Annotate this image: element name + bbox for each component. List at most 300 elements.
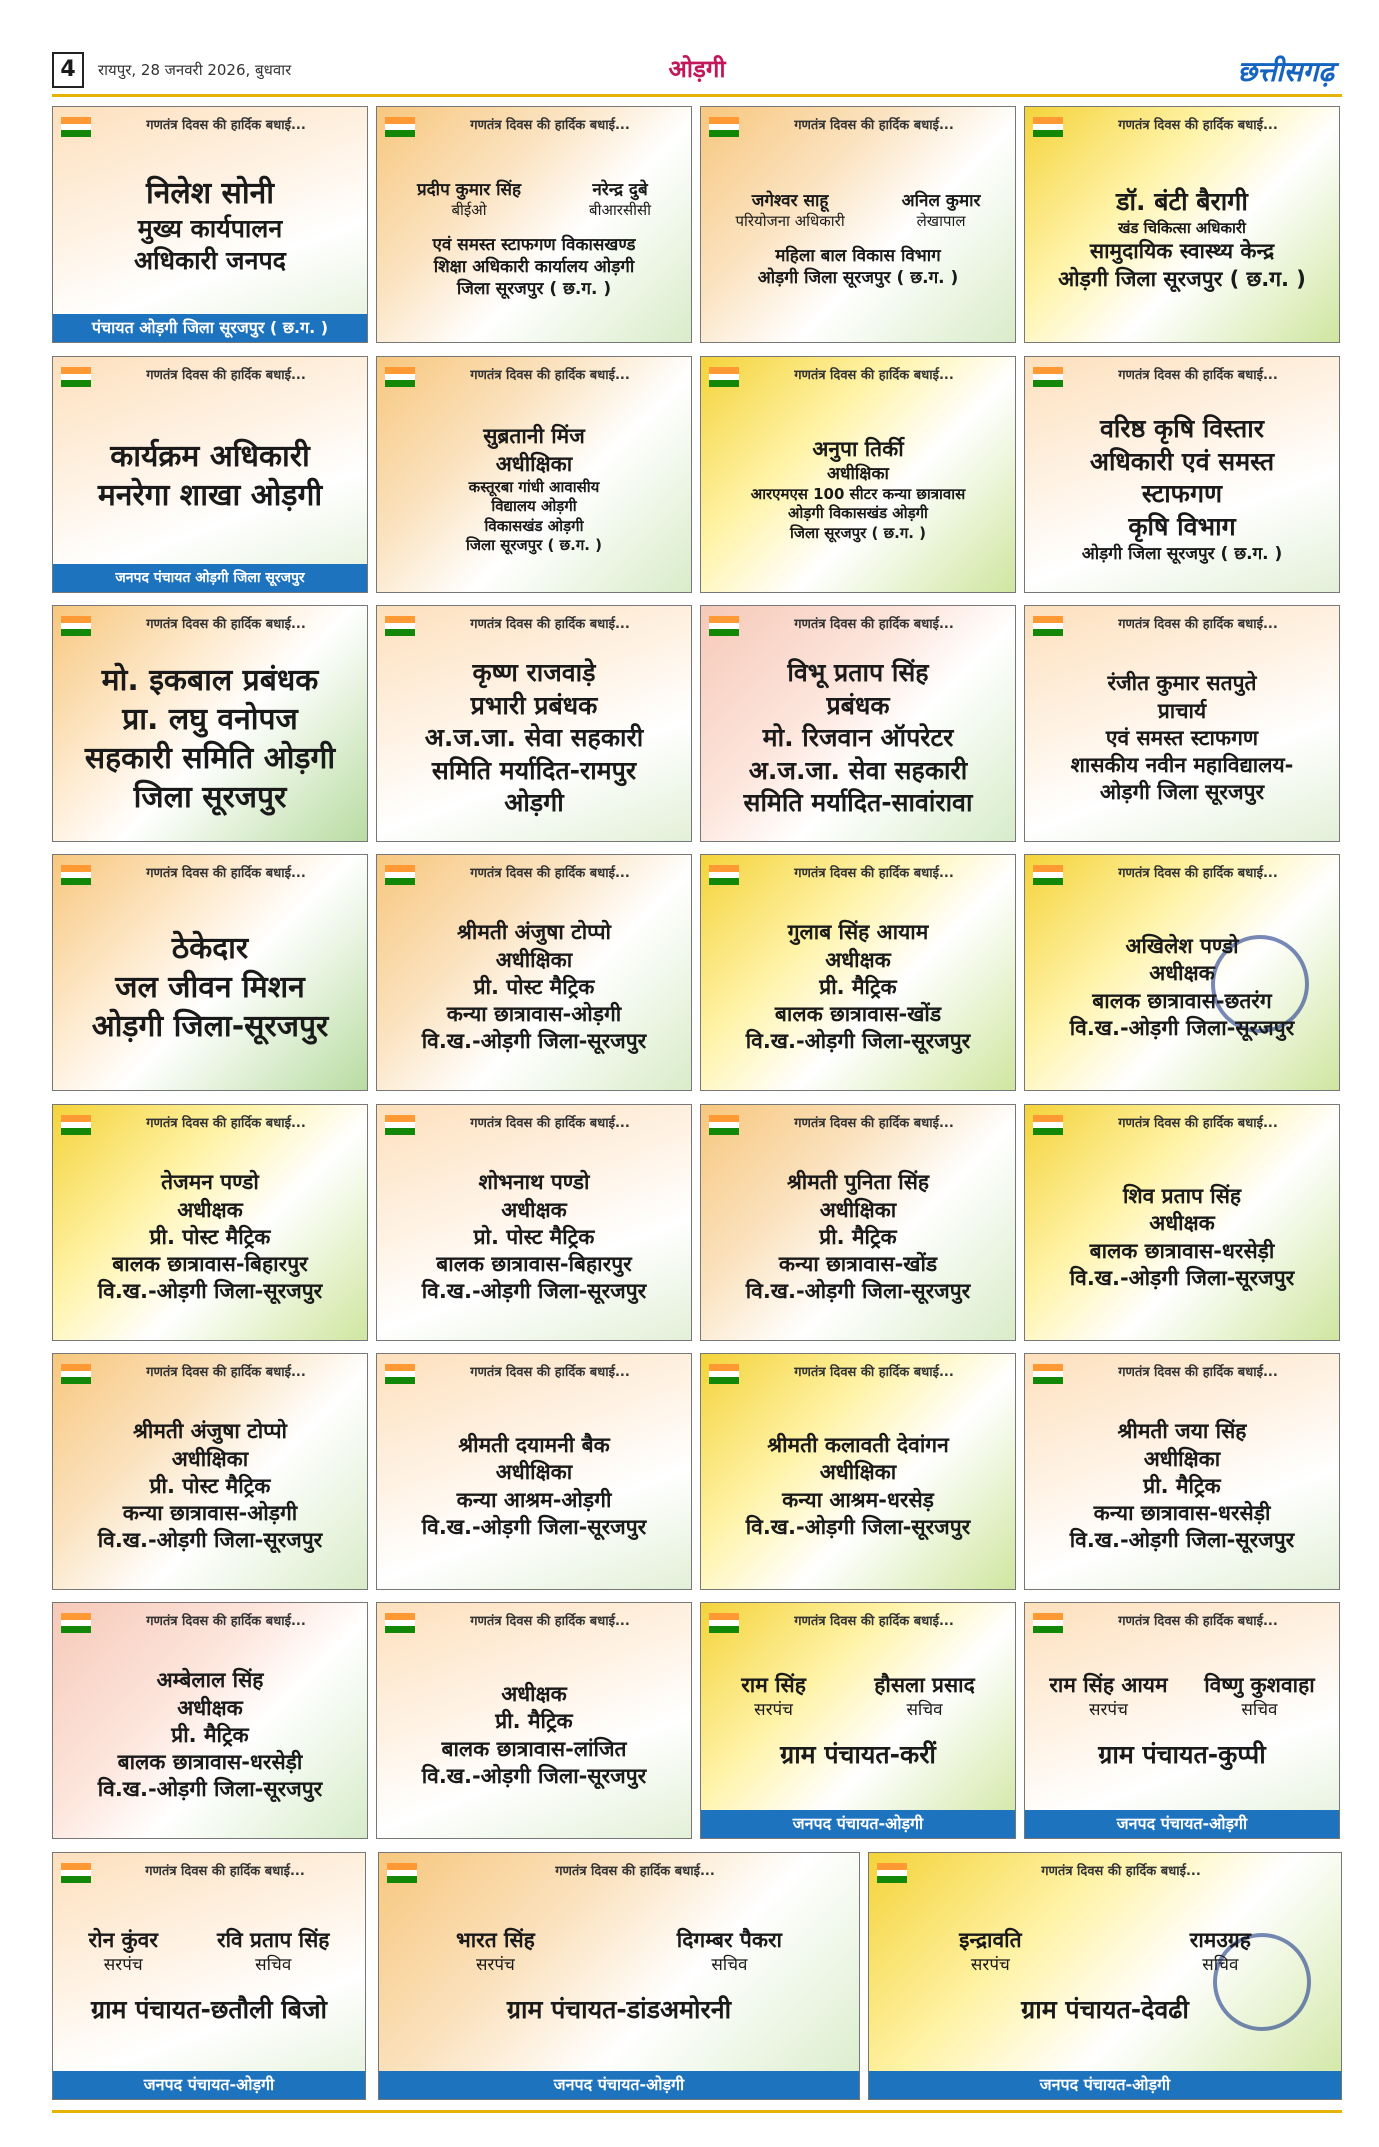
ad-line: कन्या छात्रावास-ओड़गी [122, 1501, 298, 1526]
ad-line: अधीक्षक [1149, 1211, 1215, 1236]
ad-line: अधीक्षक [177, 1197, 243, 1222]
signatory-title: सरपंच [754, 1699, 793, 1720]
india-flag-icon [61, 1863, 91, 1883]
ad-body [59, 143, 361, 308]
signatory-title: सचिव [255, 1955, 292, 1976]
greeting-ad [52, 854, 368, 1091]
ad-line: ओड़गी जिला-सूरजपुर [91, 1009, 329, 1044]
ad-body [1031, 143, 1333, 336]
ad-signatories [875, 1927, 1335, 1976]
india-flag-icon [1033, 117, 1063, 137]
ad-line: वि.ख.-ओड़गी जिला-सूरजपुर [745, 1279, 971, 1304]
ad-signatories [1031, 1672, 1333, 1721]
ad-line: एवं समस्त स्टाफगण [1105, 725, 1259, 750]
ad-line: प्रभारी प्रबंधक [470, 690, 598, 720]
ad-line: ग्राम पंचायत-करीं [780, 1739, 936, 1769]
greeting-ad [1024, 1353, 1340, 1590]
ad-body [707, 1141, 1009, 1334]
ad-body [59, 642, 361, 835]
ad-line: प्री. पोस्ट मैट्रिक [473, 974, 595, 999]
ad-line: अधीक्षिका [1143, 1446, 1221, 1471]
signatory [959, 1927, 1021, 1976]
ad-line: ठेकेदार [171, 931, 249, 966]
ad-line: कार्यक्रम अधिकारी [110, 438, 310, 474]
ad-line: प्री. मैट्रिक [171, 1722, 249, 1747]
ad-line: अधीक्षिका [495, 451, 573, 476]
ad-signatories [383, 179, 685, 221]
ad-line: डॉ. बंटी बैरागी [1116, 187, 1248, 217]
ad-line: कन्या आश्रम-धरसेड़ [782, 1487, 934, 1512]
ad-body [383, 1141, 685, 1334]
ad-line: एवं समस्त स्टाफगण विकासखण्ड [432, 235, 636, 256]
ad-line: श्रीमती कलावती देवांगन [767, 1432, 949, 1457]
ad-line: कन्या छात्रावास-ओड़गी [446, 1002, 622, 1027]
signatory-title: परियोजना अधिकारी [735, 211, 845, 230]
ad-body [707, 143, 1009, 336]
ad-line: ओड़गी जिला सूरजपुर ( छ.ग. ) [757, 268, 959, 289]
ad-line: ओड़गी जिला सूरजपुर ( छ.ग. ) [1058, 266, 1306, 291]
signatory-title: सरपंच [1088, 1699, 1128, 1720]
ad-body [1031, 642, 1333, 835]
header-rule [52, 94, 1342, 97]
ad-line: कस्तूरबा गांधी आवासीय [468, 477, 600, 496]
ad-body [1031, 1141, 1333, 1334]
ad-line: प्री. मैट्रिक [819, 1224, 897, 1249]
india-flag-icon [709, 367, 739, 387]
ad-line: बालक छात्रावास-धरसेड़ी [1089, 1238, 1275, 1263]
signatory-title: सचिव [1202, 1955, 1239, 1976]
ad-line: अ.ज.जा. सेवा सहकारी [424, 723, 644, 753]
ad-body [59, 1889, 359, 2065]
ad-line: रंजीत कुमार सतपुते [1107, 671, 1257, 696]
india-flag-icon [61, 1115, 91, 1135]
ad-body [383, 642, 685, 835]
ad-greeting: गणतंत्र दिवस की हार्दिक बधाई... [555, 1864, 715, 1879]
ad-line: विभू प्रताप सिंह [787, 658, 929, 688]
signatory [589, 179, 651, 221]
ad-line: ओड़गी विकासखंड ओड़गी [788, 504, 928, 523]
ad-line: मो. इकबाल प्रबंधक [101, 662, 319, 698]
section-title: ओड़गी [668, 55, 726, 83]
india-flag-icon [385, 367, 415, 387]
signatory-title: सचिव [906, 1699, 943, 1720]
ad-line: अधीक्षक [825, 947, 891, 972]
ad-line: समिति मर्यादित-रामपुर [431, 755, 637, 785]
ad-line: तेजमन पण्डो [161, 1170, 259, 1195]
ad-line: जिला सूरजपुर ( छ.ग. ) [789, 523, 927, 542]
ad-footer-strip: जनपद पंचायत-ओड़गी [869, 2071, 1341, 2099]
ad-footer-strip: जनपद पंचायत-ओड़गी [1025, 1810, 1339, 1838]
ad-line: कृष्ण राजवाड़े [472, 658, 596, 688]
newspaper-brand: छत्तीसगढ़ [1237, 55, 1334, 88]
greeting-ad [52, 1353, 368, 1590]
ad-footer-strip: जनपद पंचायत-ओड़गी [701, 1810, 1015, 1838]
signatory [677, 1927, 782, 1976]
india-flag-icon [61, 1613, 91, 1633]
greeting-ad [52, 106, 368, 343]
signatory [741, 1672, 806, 1721]
greeting-ad [52, 1104, 368, 1341]
greeting-ad [376, 1602, 692, 1839]
india-flag-icon [709, 1115, 739, 1135]
ad-footer-strip: जनपद पंचायत-ओड़गी [53, 2071, 365, 2099]
ad-body [383, 891, 685, 1084]
signatory [89, 1927, 158, 1976]
signatory [902, 190, 981, 232]
greeting-ad [700, 1353, 1016, 1590]
ad-greeting: गणतंत्र दिवस की हार्दिक बधाई... [146, 368, 306, 383]
ad-line: वि.ख.-ओड़गी जिला-सूरजपुर [421, 1514, 647, 1539]
ad-body [707, 1639, 1009, 1804]
ad-line: ग्राम पंचायत-डांडअमोरनी [506, 1995, 732, 2025]
india-flag-icon [1033, 616, 1063, 636]
ad-line: वि.ख.-ओड़गी जिला-सूरजपुर [421, 1279, 647, 1304]
india-flag-icon [61, 1364, 91, 1384]
ad-line: अधीक्षिका [495, 1460, 573, 1485]
ad-greeting: गणतंत्र दिवस की हार्दिक बधाई... [1118, 118, 1278, 133]
india-flag-icon [1033, 1364, 1063, 1384]
ad-signatories [707, 1672, 1009, 1721]
ad-line: ग्राम पंचायत-देवढी [1021, 1995, 1189, 2025]
ad-line: निलेश सोनी [145, 175, 275, 211]
ad-line: वि.ख.-ओड़गी जिला-सूरजपुर [1069, 1015, 1295, 1040]
ad-body [383, 393, 685, 586]
greeting-ad [1024, 1104, 1340, 1341]
ad-greeting: गणतंत्र दिवस की हार्दिक बधाई... [146, 118, 306, 133]
greeting-ad [1024, 106, 1340, 343]
ad-line: मो. रिजवान ऑपरेटर [762, 723, 954, 753]
ad-greeting: गणतंत्र दिवस की हार्दिक बधाई... [1118, 1365, 1278, 1380]
greeting-ad [700, 1104, 1016, 1341]
ad-greeting: गणतंत्र दिवस की हार्दिक बधाई... [146, 1365, 306, 1380]
ad-line: सुब्रतानी मिंज [483, 424, 585, 449]
greeting-ad [376, 1104, 692, 1341]
ad-line: अधीक्षक [1149, 961, 1215, 986]
signatory-name: दिगम्बर पैकरा [676, 1928, 782, 1953]
ad-greeting: गणतंत्र दिवस की हार्दिक बधाई... [1118, 617, 1278, 632]
greeting-ad [52, 1852, 366, 2100]
ad-line: कन्या छात्रावास-धरसेड़ी [1093, 1501, 1271, 1526]
ad-line: बालक छात्रावास-बिहारपुर [112, 1252, 308, 1277]
signatory-name: जगेश्वर साहू [751, 190, 829, 211]
ad-line: खंड चिकित्सा अधिकारी [1118, 218, 1246, 237]
signatory-name: राम सिंह आयम [1049, 1672, 1168, 1697]
ad-line: समिति मर्यादित-सावांरावा [743, 788, 973, 818]
ad-footer-strip: जनपद पंचायत-ओड़गी [379, 2071, 859, 2099]
ad-line: सहकारी समिति ओड़गी [84, 740, 336, 776]
ad-body [875, 1889, 1335, 2065]
india-flag-icon [385, 1613, 415, 1633]
signatory-name: विष्णु कुशवाहा [1204, 1672, 1315, 1697]
ad-body [59, 1390, 361, 1583]
signatory [735, 190, 844, 232]
ad-greeting: गणतंत्र दिवस की हार्दिक बधाई... [794, 1116, 954, 1131]
ad-line: वरिष्ठ कृषि विस्तार [1100, 414, 1264, 444]
india-flag-icon [1033, 865, 1063, 885]
ad-body [383, 1390, 685, 1583]
greeting-ad [1024, 605, 1340, 842]
india-flag-icon [1033, 367, 1063, 387]
signatory-title: बीईओ [451, 200, 487, 219]
ad-line: प्रो. पोस्ट मैट्रिक [473, 1224, 595, 1249]
ad-line: अधीक्षिका [495, 947, 573, 972]
greeting-ad [868, 1852, 1342, 2100]
ad-greeting: गणतंत्र दिवस की हार्दिक बधाई... [470, 1614, 630, 1629]
india-flag-icon [877, 1863, 907, 1883]
ad-line: कृषि विभाग [1128, 511, 1236, 541]
ad-line: विद्यालय ओड़गी [491, 497, 577, 516]
signatory [417, 179, 521, 221]
ad-signatories [385, 1927, 853, 1976]
signatory-title: बीआरसीसी [589, 200, 651, 219]
ad-body [59, 1639, 361, 1832]
ad-line: अधिकारी जनपद [134, 246, 286, 275]
ad-line: श्रीमती जया सिंह [1117, 1419, 1247, 1444]
ad-greeting: गणतंत्र दिवस की हार्दिक बधाई... [470, 1116, 630, 1131]
india-flag-icon [709, 1364, 739, 1384]
ad-line: सामुदायिक स्वास्थ्य केन्द्र [1089, 239, 1275, 264]
ad-greeting: गणतंत्र दिवस की हार्दिक बधाई... [470, 118, 630, 133]
ad-line: आरएमएस 100 सीटर कन्या छात्रावास [750, 484, 966, 503]
page-number: 4 [52, 52, 84, 88]
ad-line: अधीक्षिका [819, 1197, 897, 1222]
india-flag-icon [385, 616, 415, 636]
ad-body [383, 1639, 685, 1832]
signatory-name: रोन कुंवर [88, 1928, 158, 1953]
india-flag-icon [385, 1115, 415, 1135]
signatory-title: लेखापाल [916, 211, 966, 230]
ad-line: प्री. पोस्ट मैट्रिक [149, 1473, 271, 1498]
signatory-title: सरपंच [103, 1955, 143, 1976]
signatory [1190, 1927, 1251, 1976]
ad-line: अधीक्षक [501, 1681, 567, 1706]
ad-line: अम्बेलाल सिंह [156, 1668, 264, 1693]
ad-line: वि.ख.-ओड़गी जिला-सूरजपुर [97, 1777, 323, 1802]
ad-line: शिव प्रताप सिंह [1122, 1183, 1242, 1208]
ad-line: प्री. पोस्ट मैट्रिक [149, 1224, 271, 1249]
ad-line: बालक छात्रावास-बिहारपुर [436, 1252, 632, 1277]
ad-line: ओड़गी जिला सूरजपुर [1099, 780, 1265, 805]
india-flag-icon [61, 865, 91, 885]
ad-greeting: गणतंत्र दिवस की हार्दिक बधाई... [470, 1365, 630, 1380]
india-flag-icon [61, 367, 91, 387]
ad-line: अधिकारी एवं समस्त [1089, 446, 1275, 476]
signatory-name: इन्द्रावति [959, 1928, 1022, 1953]
signatory [874, 1672, 975, 1721]
ad-line: अधीक्षक [177, 1695, 243, 1720]
ad-line: शिक्षा अधिकारी कार्यालय ओड़गी [433, 257, 635, 278]
ad-line: बालक छात्रावास-लांजित [441, 1736, 627, 1761]
india-flag-icon [385, 865, 415, 885]
greeting-ad [1024, 1602, 1340, 1839]
india-flag-icon [709, 616, 739, 636]
ad-body [59, 1141, 361, 1334]
ad-body [385, 1889, 853, 2065]
ad-greeting: गणतंत्र दिवस की हार्दिक बधाई... [794, 118, 954, 133]
ad-line: जिला सूरजपुर ( छ.ग. ) [465, 536, 603, 555]
ad-line: वि.ख.-ओड़गी जिला-सूरजपुर [421, 1763, 647, 1788]
ad-line: जिला सूरजपुर ( छ.ग. ) [456, 279, 612, 300]
ad-line: मुख्य कार्यपालन [137, 213, 283, 243]
india-flag-icon [709, 117, 739, 137]
signatory-name: अनिल कुमार [901, 190, 981, 211]
signatory-title: सरपंच [970, 1955, 1010, 1976]
ad-line: श्रीमती दयामनी बैक [458, 1432, 610, 1457]
signatory-title: सचिव [711, 1955, 748, 1976]
ad-line: वि.ख.-ओड़गी जिला-सूरजपुर [1069, 1528, 1295, 1553]
ad-greeting: गणतंत्र दिवस की हार्दिक बधाई... [470, 617, 630, 632]
signatory-name: रवि प्रताप सिंह [217, 1928, 330, 1953]
ad-line: वि.ख.-ओड़गी जिला-सूरजपुर [97, 1528, 323, 1553]
signatory [217, 1927, 329, 1976]
ad-line: वि.ख.-ओड़गी जिला-सूरजपुर [97, 1279, 323, 1304]
ad-line: बालक छात्रावास-छतरंग [1092, 988, 1272, 1013]
ad-line: प्री. मैट्रिक [1143, 1473, 1221, 1498]
ad-line: कन्या आश्रम-ओड़गी [456, 1487, 612, 1512]
india-flag-icon [387, 1863, 417, 1883]
signatory-name: भारत सिंह [455, 1928, 535, 1953]
india-flag-icon [61, 117, 91, 137]
ad-greeting: गणतंत्र दिवस की हार्दिक बधाई... [470, 368, 630, 383]
ad-line: अधीक्षिका [171, 1446, 249, 1471]
ad-line: प्री. मैट्रिक [495, 1709, 573, 1734]
signatory-name: रामउग्रह [1189, 1928, 1251, 1953]
greeting-ad [700, 605, 1016, 842]
ad-line: अनुपा तिर्की [812, 436, 904, 461]
ad-footer-strip: पंचायत ओड़गी जिला सूरजपुर ( छ.ग. ) [53, 314, 367, 342]
signatory-title: सरपंच [475, 1955, 515, 1976]
ad-body [1031, 1639, 1333, 1804]
ad-greeting: गणतंत्र दिवस की हार्दिक बधाई... [1041, 1864, 1201, 1879]
signatory-name: नरेन्द्र दुबे [592, 179, 648, 200]
ad-line: बालक छात्रावास-धरसेड़ी [117, 1750, 303, 1775]
ad-body [1031, 1390, 1333, 1583]
greeting-ad [378, 1852, 860, 2100]
greeting-ad [700, 854, 1016, 1091]
greeting-ad [700, 1602, 1016, 1839]
ad-line: स्टाफगण [1141, 479, 1223, 509]
ad-signatories [707, 190, 1009, 232]
ad-footer-strip: जनपद पंचायत ओड़गी जिला सूरजपुर [53, 564, 367, 592]
ad-line: वि.ख.-ओड़गी जिला-सूरजपुर [421, 1029, 647, 1054]
ad-greeting: गणतंत्र दिवस की हार्दिक बधाई... [1118, 1614, 1278, 1629]
greeting-ad [700, 106, 1016, 343]
ad-line: वि.ख.-ओड़गी जिला-सूरजपुर [745, 1029, 971, 1054]
greeting-ad [1024, 356, 1340, 593]
ad-line: बालक छात्रावास-खोंड [774, 1002, 942, 1027]
ad-line: अधीक्षिका [819, 1460, 897, 1485]
ad-line: ओड़गी जिला सूरजपुर ( छ.ग. ) [1081, 544, 1283, 565]
ad-line: महिला बाल विकास विभाग [775, 246, 941, 267]
ad-body [383, 143, 685, 336]
ad-line: श्रीमती अंजुषा टोप्पो [457, 920, 611, 945]
ad-line: विकासखंड ओड़गी [484, 516, 584, 535]
ad-greeting: गणतंत्र दिवस की हार्दिक बधाई... [794, 617, 954, 632]
india-flag-icon [385, 117, 415, 137]
ad-line: ग्राम पंचायत-कुप्पी [1098, 1739, 1266, 1769]
ad-line: अ.ज.जा. सेवा सहकारी [748, 755, 968, 785]
ad-line: जल जीवन मिशन [115, 970, 305, 1005]
ad-line: जिला सूरजपुर [133, 779, 287, 815]
greeting-ad [376, 605, 692, 842]
ad-line: कन्या छात्रावास-खोंड [778, 1252, 938, 1277]
india-flag-icon [385, 1364, 415, 1384]
signatory [456, 1927, 535, 1976]
india-flag-icon [709, 865, 739, 885]
ad-greeting: गणतंत्र दिवस की हार्दिक बधाई... [470, 866, 630, 881]
greeting-ad [52, 605, 368, 842]
footer-rule [52, 2110, 1342, 2113]
ad-line: ग्राम पंचायत-छतौली बिजो [90, 1995, 328, 2025]
greeting-ad [376, 356, 692, 593]
ad-line: वि.ख.-ओड़गी जिला-सूरजपुर [745, 1514, 971, 1539]
ad-greeting: गणतंत्र दिवस की हार्दिक बधाई... [794, 368, 954, 383]
ad-line: अधीक्षक [501, 1197, 567, 1222]
greeting-ad [376, 854, 692, 1091]
ad-body [59, 891, 361, 1084]
ad-body [707, 891, 1009, 1084]
ad-line: शासकीय नवीन महाविद्यालय- [1070, 753, 1294, 778]
india-flag-icon [1033, 1613, 1063, 1633]
signatory-title: सचिव [1241, 1699, 1278, 1720]
india-flag-icon [1033, 1115, 1063, 1135]
ad-body [707, 642, 1009, 835]
greeting-ad [376, 106, 692, 343]
ad-signatories [59, 1927, 359, 1976]
signatory [1204, 1672, 1314, 1721]
ad-greeting: गणतंत्र दिवस की हार्दिक बधाई... [1118, 368, 1278, 383]
ad-line: प्रा. लघु वनोपज [122, 701, 298, 737]
ad-line: गुलाब सिंह आयाम [787, 920, 929, 945]
greeting-ad [376, 1353, 692, 1590]
ad-greeting: गणतंत्र दिवस की हार्दिक बधाई... [1118, 1116, 1278, 1131]
ad-body [59, 393, 361, 558]
greeting-ad [52, 356, 368, 593]
ad-line: अखिलेश पण्डो [1125, 933, 1239, 958]
ad-body [1031, 393, 1333, 586]
ad-line: प्राचार्य [1157, 698, 1207, 723]
ad-line: श्रीमती पुनिता सिंह [786, 1170, 930, 1195]
signatory-name: राम सिंह [741, 1672, 806, 1697]
ad-greeting: गणतंत्र दिवस की हार्दिक बधाई... [145, 1864, 305, 1879]
ad-line: प्री. मैट्रिक [819, 974, 897, 999]
ad-body [707, 393, 1009, 586]
ad-line: श्रीमती अंजुषा टोप्पो [133, 1419, 287, 1444]
greeting-ad [700, 356, 1016, 593]
page-header [52, 46, 1342, 94]
ad-greeting: गणतंत्र दिवस की हार्दिक बधाई... [794, 1614, 954, 1629]
ad-line: अधीक्षिका [827, 463, 889, 484]
ad-line: वि.ख.-ओड़गी जिला-सूरजपुर [1069, 1265, 1295, 1290]
india-flag-icon [709, 1613, 739, 1633]
ad-body [707, 1390, 1009, 1583]
greeting-ad [1024, 854, 1340, 1091]
ad-greeting: गणतंत्र दिवस की हार्दिक बधाई... [1118, 866, 1278, 881]
ad-greeting: गणतंत्र दिवस की हार्दिक बधाई... [146, 1116, 306, 1131]
greeting-ad [52, 1602, 368, 1839]
ad-line: प्रबंधक [826, 690, 890, 720]
issue-date: रायपुर, 28 जनवरी 2026, बुधवार [98, 61, 292, 79]
signatory-name: प्रदीप कुमार सिंह [416, 179, 522, 200]
ad-line: मनरेगा शाखा ओड़गी [97, 477, 323, 513]
india-flag-icon [61, 616, 91, 636]
signatory-name: हौसला प्रसाद [874, 1672, 975, 1697]
ad-greeting: गणतंत्र दिवस की हार्दिक बधाई... [146, 866, 306, 881]
ad-greeting: गणतंत्र दिवस की हार्दिक बधाई... [794, 866, 954, 881]
ad-greeting: गणतंत्र दिवस की हार्दिक बधाई... [146, 617, 306, 632]
ad-line: शोभनाथ पण्डो [478, 1170, 590, 1195]
ad-line: ओड़गी [504, 788, 564, 818]
